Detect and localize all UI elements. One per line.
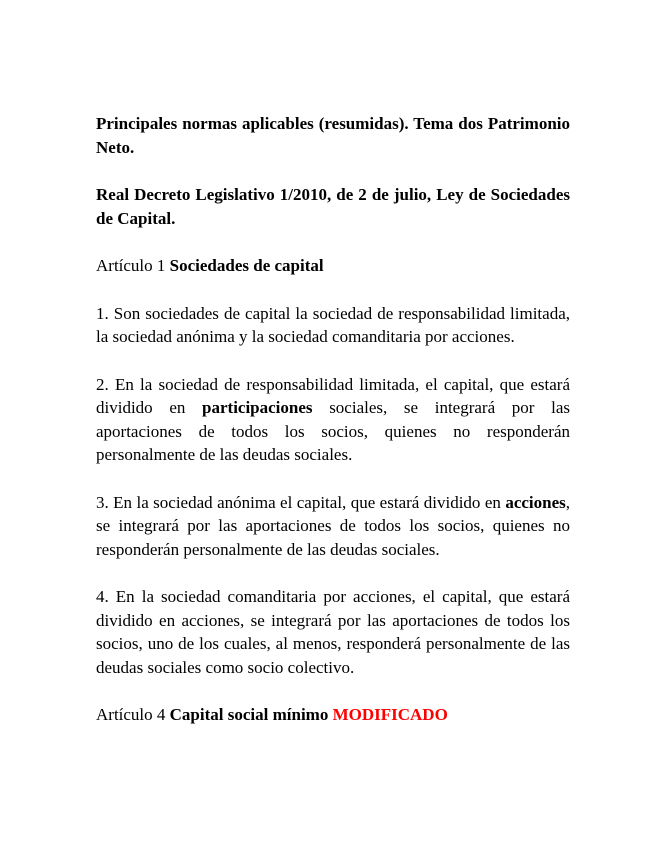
article-4-title: Capital social mínimo <box>169 705 329 724</box>
article-4-prefix: Artículo 4 <box>96 705 166 724</box>
article-1-heading <box>96 254 570 278</box>
article-1-title: Sociedades de capital <box>169 256 324 275</box>
paragraph-4: 4. En la sociedad comanditaria por acciones, el capital, que estará dividido en acciones, se integrará por las aportaciones de todos los socios, uno de los cuales, al menos, responderá personalmente de las deudas sociales como socio colectivo. <box>96 587 570 677</box>
paragraph-2-bold-term: participaciones <box>202 398 313 417</box>
article-4-heading <box>96 703 570 727</box>
paragraph-1: 1. Son sociedades de capital la sociedad de responsabilidad limitada, la sociedad anónima y la sociedad comanditaria por acciones. <box>96 303 570 346</box>
paragraph-3-bold-term: acciones <box>505 492 566 512</box>
paragraph-3-text-start: 3. En la sociedad anónima el capital, que estará dividido en <box>96 492 501 512</box>
paragraph-3-text-end: , se integrará por las aportaciones de todos los socios, quienes no responderán personalmente de las deudas sociales. <box>96 492 571 559</box>
paragraph-2 <box>96 373 570 467</box>
article-1-prefix: Artículo 1 <box>96 256 166 275</box>
document-title: Principales normas aplicables (resumidas). Tema dos Patrimonio Neto. <box>96 114 570 157</box>
law-reference-heading: Real Decreto Legislativo 1/2010, de 2 de julio, Ley de Sociedades de Capital. <box>96 185 570 228</box>
document-page <box>96 112 570 751</box>
paragraph-3 <box>96 491 570 562</box>
modified-badge: MODIFICADO <box>332 705 448 724</box>
paragraph-2-text-start: 2. En la sociedad de responsabilidad limitada, el capital, que estará dividido en <box>96 374 570 417</box>
paragraph-2-text-end: sociales, se integrará por las aportaciones de todos los socios, quienes no responderán personalmente de las deudas sociales. <box>96 398 570 464</box>
